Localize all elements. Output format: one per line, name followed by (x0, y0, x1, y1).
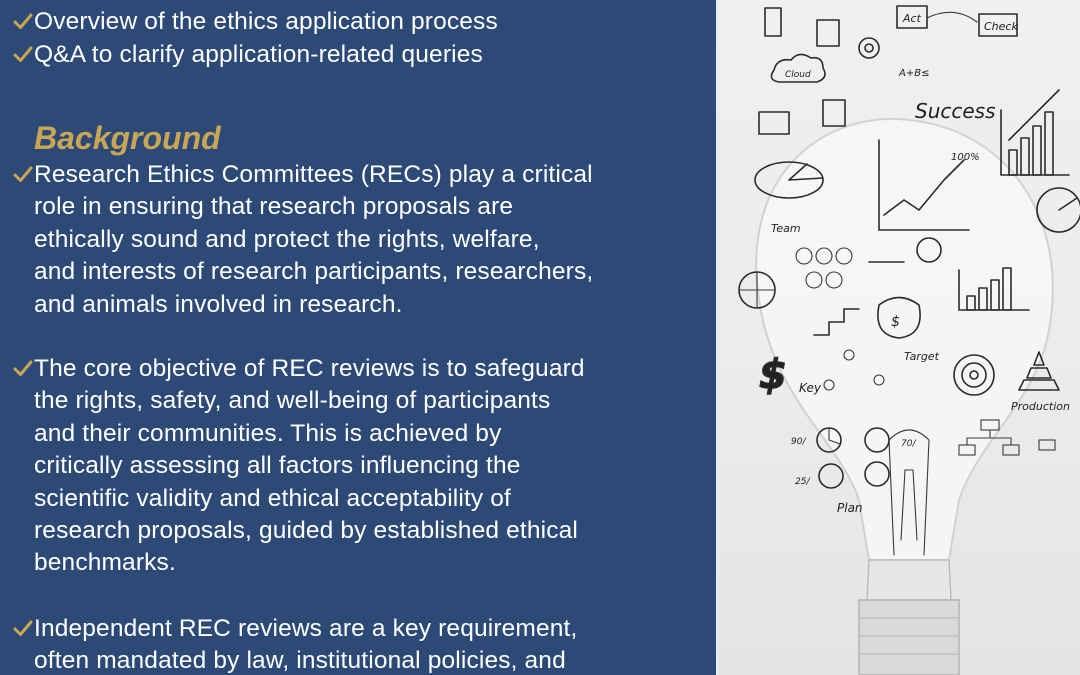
production-label: Production (1011, 400, 1070, 413)
list-item-text: Overview of the ethics application process (34, 8, 498, 35)
check-icon (12, 43, 34, 65)
paragraph (12, 159, 702, 321)
paragraph-line: and animals involved in research. (34, 290, 403, 318)
paragraph (12, 613, 702, 675)
lightbulb-illustration (719, 0, 1080, 675)
lightbulb-icon (719, 0, 1080, 675)
paragraph (12, 353, 702, 580)
key-label: Key (799, 381, 821, 395)
check-icon (12, 617, 34, 639)
check-icon (12, 163, 34, 185)
paragraph-line: The core objective of REC reviews is to safeguard (34, 355, 585, 382)
p90-label: 90/ (791, 437, 806, 447)
cloud-label: Cloud (785, 70, 811, 80)
list-item-text: Q&A to clarify application-related queries (34, 41, 483, 68)
formula-label: A+B≤ (899, 68, 930, 79)
paragraph-line: the rights, safety, and well-being of participants (34, 387, 551, 415)
p25-label: 25/ (795, 477, 810, 487)
paragraph-line: ethically sound and protect the rights, welfare, (34, 225, 540, 253)
svg-text:$: $ (891, 314, 900, 330)
team-label: Team (771, 222, 801, 235)
list-item (12, 39, 702, 71)
check-icon (12, 357, 34, 379)
check-label: Check (984, 20, 1018, 33)
paragraph-line: Independent REC reviews are a key requirement, (34, 615, 578, 642)
section-heading: Background (34, 120, 221, 156)
paragraph-line: and their communities. This is achieved by (34, 419, 502, 447)
plan-label: Plan (837, 501, 863, 515)
list-item (12, 6, 702, 38)
p70-label: 70/ (901, 439, 916, 449)
paragraph-line: Research Ethics Committees (RECs) play a critical (34, 161, 593, 188)
paragraph-line: research proposals, guided by established ethical (34, 517, 578, 545)
paragraph-line: and interests of research participants, researchers, (34, 258, 594, 286)
paragraph-line: role in ensuring that research proposals are (34, 193, 514, 221)
paragraph-line: scientific validity and ethical acceptability of (34, 484, 512, 512)
paragraph-line: critically assessing all factors influencing the (34, 452, 521, 480)
act-label: Act (903, 12, 921, 25)
success-label: Success (915, 99, 996, 123)
paragraph-line: benchmarks. (34, 549, 176, 577)
svg-text:$: $ (759, 352, 787, 398)
paragraph-line: often mandated by law, institutional policies, and (34, 647, 566, 675)
percent-label: 100% (951, 152, 980, 163)
target-label: Target (904, 350, 939, 363)
check-icon (12, 10, 34, 32)
